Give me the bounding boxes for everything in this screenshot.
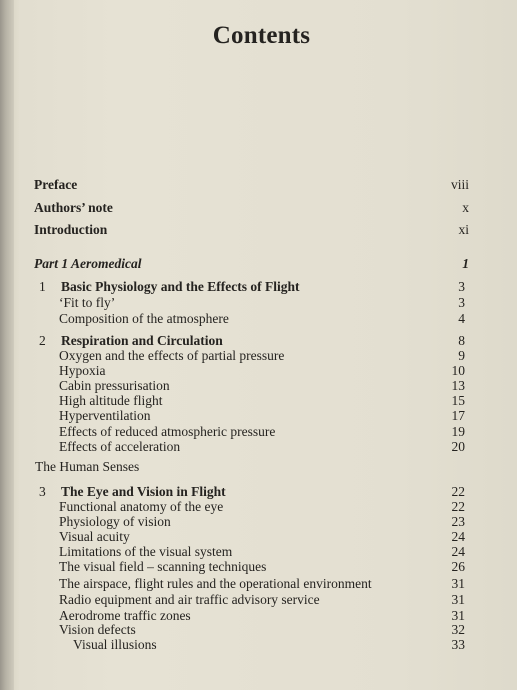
toc-entry-title: Composition of the atmosphere (59, 311, 229, 326)
page-title: Contents (212, 22, 311, 49)
toc-entry (0, 363, 517, 379)
toc-entry (0, 459, 517, 475)
toc-entry-title: Cabin pressurisation (59, 378, 170, 393)
toc-entry (0, 393, 517, 409)
toc-entry-title: The Eye and Vision in Flight (61, 484, 226, 499)
toc-page-number: 22 (451, 484, 465, 499)
toc-entry-title: The visual field – scanning techniques (59, 559, 267, 574)
toc-entry-title: Aerodrome traffic zones (59, 608, 191, 623)
toc-entry-title: The Human Senses (35, 459, 140, 474)
toc-page-number: xi (458, 222, 469, 237)
toc-entry (0, 637, 517, 653)
toc-entry (0, 622, 517, 638)
toc-entry (0, 439, 517, 455)
toc-page-number: 19 (451, 424, 465, 439)
toc-page-number: 8 (458, 333, 465, 348)
toc-entry-title: Vision defects (59, 622, 136, 637)
toc-entry-title: Oxygen and the effects of partial pressure (59, 348, 285, 363)
toc-entry (0, 222, 517, 238)
toc-page-number: x (462, 200, 469, 215)
toc-entry (0, 559, 517, 575)
toc-page-number: 26 (451, 559, 465, 574)
toc-entry-title: The airspace, flight rules and the operational environment (59, 576, 372, 591)
toc-entry-title: Visual acuity (59, 529, 130, 544)
toc-entry-title: Physiology of vision (59, 514, 171, 529)
toc-page-number: 23 (451, 514, 465, 529)
toc-page-number: 31 (451, 592, 465, 607)
toc-entry-title: Introduction (34, 222, 108, 237)
toc-page-number: 4 (458, 311, 465, 326)
toc-page-number: 24 (451, 529, 465, 544)
toc-entry-title: Hyperventilation (59, 408, 151, 423)
toc-page-number: 22 (451, 499, 465, 514)
chapter-number: 2 (39, 333, 46, 348)
toc-entry (0, 544, 517, 560)
toc-entry (0, 499, 517, 515)
toc-entry (0, 484, 517, 500)
toc-page-number: 24 (451, 544, 465, 559)
toc-entry-title: Effects of reduced atmospheric pressure (59, 424, 276, 439)
toc-entry (0, 378, 517, 394)
toc-page-number: 10 (451, 363, 465, 378)
toc-entry (0, 529, 517, 545)
toc-page-number: 13 (451, 378, 465, 393)
toc-page-number: 33 (451, 637, 465, 652)
toc-entry (0, 256, 517, 272)
toc-entry (0, 200, 517, 216)
chapter-number: 1 (39, 279, 46, 294)
toc-entry (0, 424, 517, 440)
toc-page-number: 31 (451, 576, 465, 591)
chapter-number: 3 (39, 484, 46, 499)
toc-entry-title: Visual illusions (73, 637, 157, 652)
toc-entry-title: High altitude flight (59, 393, 163, 408)
toc-entry (0, 514, 517, 530)
toc-entry-title: ‘Fit to fly’ (59, 295, 116, 310)
toc-page-number: 3 (458, 279, 465, 294)
toc-entry-title: Preface (34, 177, 78, 192)
toc-entry (0, 279, 517, 295)
toc-page-number: 20 (451, 439, 465, 454)
toc-entry (0, 177, 517, 193)
toc-entry (0, 311, 517, 327)
toc-page-number: viii (450, 177, 469, 192)
toc-page-number: 17 (451, 408, 465, 423)
toc-entry-title: Effects of acceleration (59, 439, 181, 454)
toc-entry (0, 348, 517, 364)
toc-page-number: 9 (458, 348, 465, 363)
toc-entry-title: Part 1 Aeromedical (34, 256, 142, 271)
toc-entry (0, 592, 517, 608)
toc-page-number: 31 (451, 608, 465, 623)
toc-entry-title: Functional anatomy of the eye (59, 499, 224, 514)
toc-page-number: 1 (462, 256, 469, 271)
toc-entry (0, 295, 517, 311)
toc-entry-title: Hypoxia (59, 363, 106, 378)
toc-entry (0, 408, 517, 424)
toc-entry-title: Respiration and Circulation (61, 333, 223, 348)
toc-page-number: 32 (451, 622, 465, 637)
toc-entry-title: Radio equipment and air traffic advisory service (59, 592, 320, 607)
toc-entry (0, 333, 517, 349)
toc-entry-title: Basic Physiology and the Effects of Flight (61, 279, 300, 294)
toc-page-number: 15 (451, 393, 465, 408)
toc-page-number: 3 (458, 295, 465, 310)
toc-entry (0, 576, 517, 592)
toc-entry-title: Limitations of the visual system (59, 544, 233, 559)
toc-entry-title: Authors’ note (34, 200, 113, 215)
